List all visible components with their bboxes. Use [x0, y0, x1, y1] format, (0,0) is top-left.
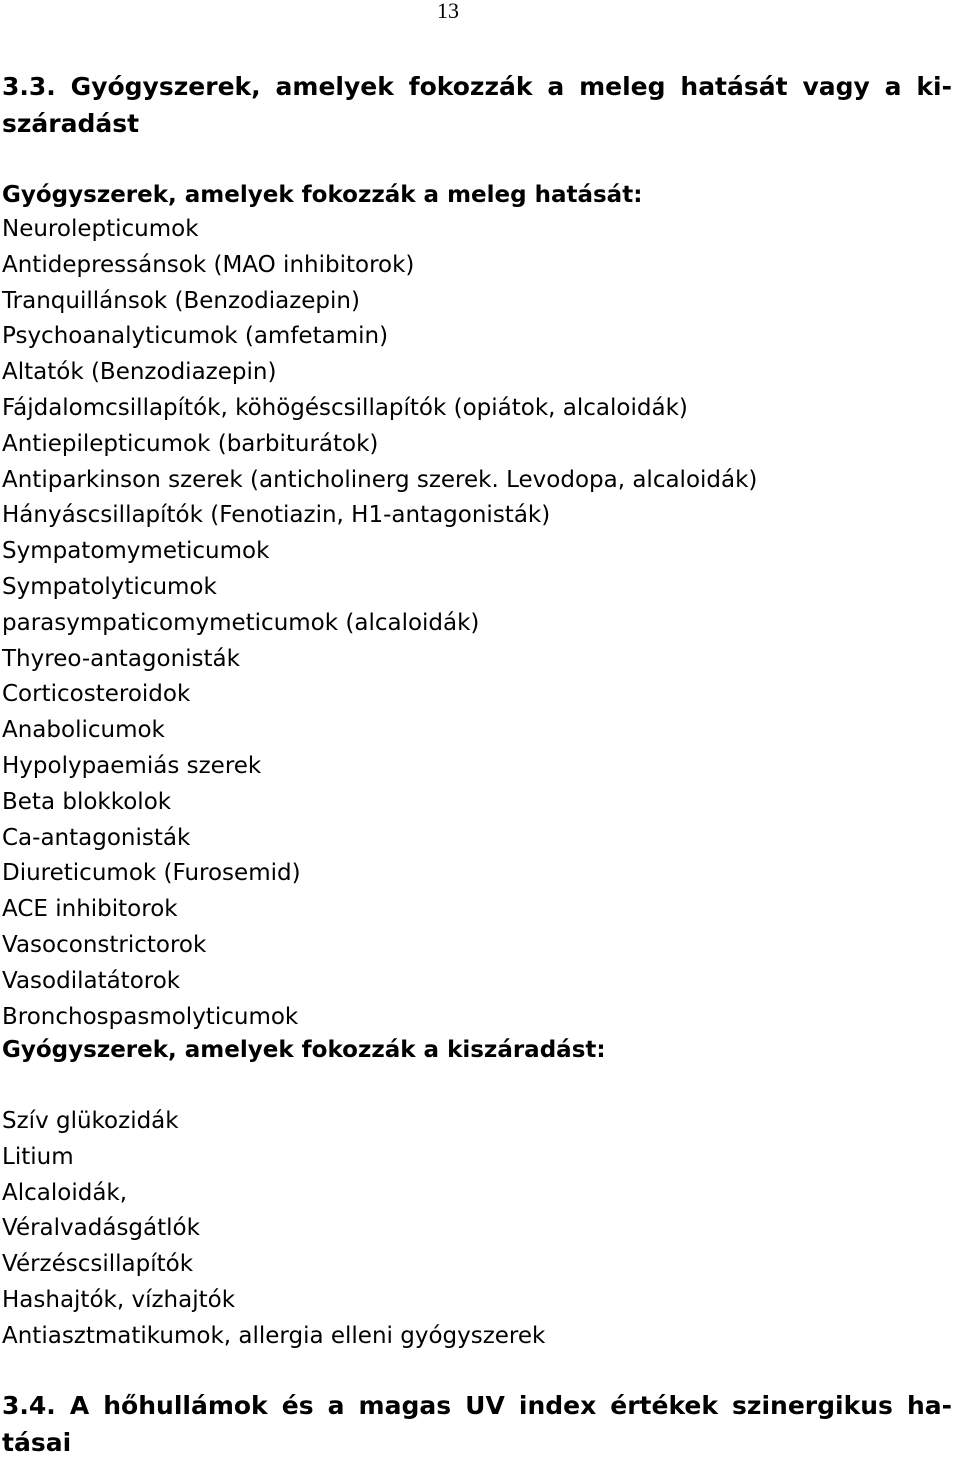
list-item: Bronchospasmolyticumok	[2, 1003, 299, 1030]
page-number: 13	[437, 0, 459, 23]
list-item: Alcaloidák,	[2, 1179, 128, 1206]
list-item: parasympaticomymeticumok (alcaloidák)	[2, 609, 480, 636]
list-item: Beta blokkolok	[2, 788, 172, 815]
list-item: Véralvadásgátlók	[2, 1215, 200, 1242]
section-heading-3-4-text	[2, 1387, 952, 1461]
list-item: Antiasztmatikumok, allergia elleni gyógyszerek	[2, 1322, 546, 1349]
list-item: Thyreo-antagonisták	[2, 645, 240, 672]
list-item: Neurolepticumok	[2, 216, 199, 242]
section-heading-3-3	[2, 68, 952, 142]
list-item: ACE inhibitorok	[2, 896, 178, 923]
list-item: Litium	[2, 1143, 74, 1170]
list-item: Antiparkinson szerek (anticholinerg szerek. Levodopa, alcaloidák)	[2, 466, 758, 493]
list-item: Antidepressánsok (MAO inhibitorok)	[2, 251, 415, 278]
list-item: Psychoanalyticumok (amfetamin)	[2, 323, 389, 350]
section-number-3-4: 3.4.	[2, 1391, 56, 1420]
list-item: Corticosteroidok	[2, 681, 191, 708]
list-item: Tranquillánsok (Benzodiazepin)	[2, 287, 360, 314]
list-item: Anabolicumok	[2, 717, 165, 744]
section-number-3-3: 3.3.	[2, 72, 56, 101]
list-item: Antiepilepticumok (barbiturátok)	[2, 430, 379, 457]
section-heading-3-4	[2, 1387, 952, 1461]
heat-effect-heading: Gyógyszerek, amelyek fokozzák a meleg hatását:	[2, 182, 643, 208]
list-item: Hányáscsillapítók (Fenotiazin, H1-antagonisták)	[2, 502, 551, 529]
list-item: Hypolypaemiás szerek	[2, 752, 262, 779]
list-item: Szív glükozidák	[2, 1108, 179, 1134]
heat-effect-drug-list	[2, 212, 757, 1035]
list-item: Altatók (Benzodiazepin)	[2, 359, 277, 386]
dehydration-heading: Gyógyszerek, amelyek fokozzák a kiszáradást:	[2, 1037, 606, 1063]
list-item: Sympatomymeticumok	[2, 538, 270, 565]
list-item: Sympatolyticumok	[2, 573, 217, 600]
list-item: Vasodilatátorok	[2, 967, 181, 994]
section-title-3-4: A hőhullámok és a magas UV index értékek szinergikus ha-tásai	[2, 1391, 952, 1457]
dehydration-drug-list	[2, 1104, 545, 1355]
list-item: Hashajtók, vízhajtók	[2, 1286, 236, 1313]
section-heading-3-3-text	[2, 68, 952, 142]
section-title-3-3: Gyógyszerek, amelyek fokozzák a meleg hatását vagy a ki-száradást	[2, 72, 952, 138]
list-item: Vasoconstrictorok	[2, 931, 207, 958]
list-item: Diureticumok (Furosemid)	[2, 860, 301, 887]
list-item: Vérzéscsillapítók	[2, 1251, 194, 1278]
list-item: Ca-antagonisták	[2, 824, 191, 851]
list-item: Fájdalomcsillapítók, köhögéscsillapítók (opiátok, alcaloidák)	[2, 394, 688, 421]
